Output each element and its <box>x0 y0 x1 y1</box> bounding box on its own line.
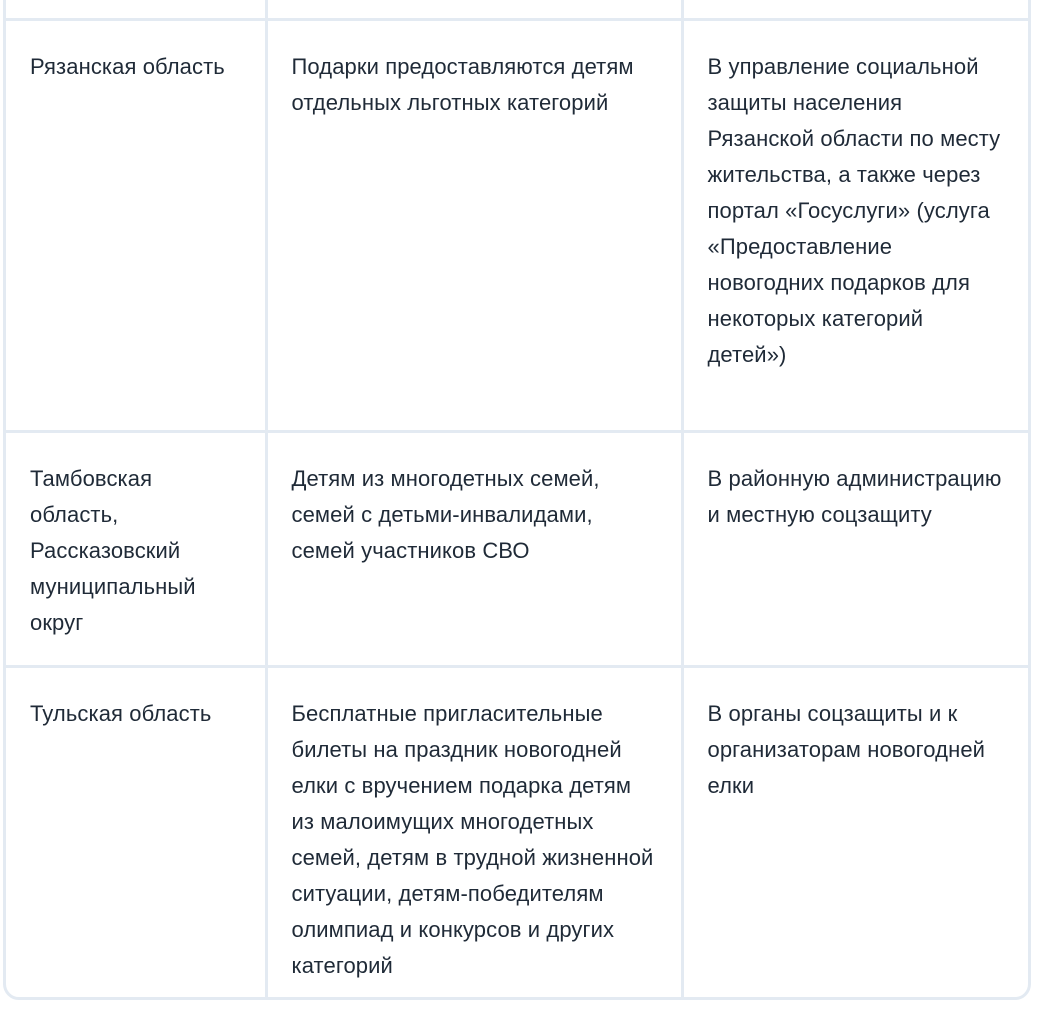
table-row-previous-stub <box>6 0 1028 20</box>
eligibility-cell: Бесплатные пригласительные билеты на праздник новогодней елки с вручением подарка детям из малоимущих многодетных семей, детям в трудной жизненной ситуации, детям-победителям олимпиад и конкурсов и других категорий <box>266 667 682 1001</box>
eligibility-cell: Детям из многодетных семей, семей с детьми-инвалидами, семей участников СВО <box>266 432 682 667</box>
region-cell: Рязанская область <box>6 20 266 432</box>
region-cell: Тульская область <box>6 667 266 1001</box>
regional-gifts-table <box>6 0 1028 1000</box>
where-to-apply-cell: В органы соцзащиты и к организаторам новогодней елки <box>707 701 986 798</box>
table-cell <box>266 0 682 20</box>
regional-gifts-table-container <box>3 0 1031 1000</box>
where-to-apply-cell: В управление социальной защиты населения Рязанской области по месту жительства, а также через портал «Госуслуги» (услуга «Предоставление новогодних подарков для некоторых категорий детей») <box>682 20 1028 432</box>
where-to-apply-cell: В районную администрацию и местную соцзащиту <box>682 432 1028 667</box>
table-cell <box>682 0 1028 20</box>
table-row <box>6 20 1028 432</box>
table-cell <box>6 0 266 20</box>
table-row <box>6 432 1028 667</box>
table-row <box>6 667 1028 1001</box>
eligibility-cell: Подарки предоставляются детям отдельных льготных категорий <box>266 20 682 432</box>
region-cell: Тамбовская область, Рассказовский муниципальный округ <box>6 432 266 667</box>
